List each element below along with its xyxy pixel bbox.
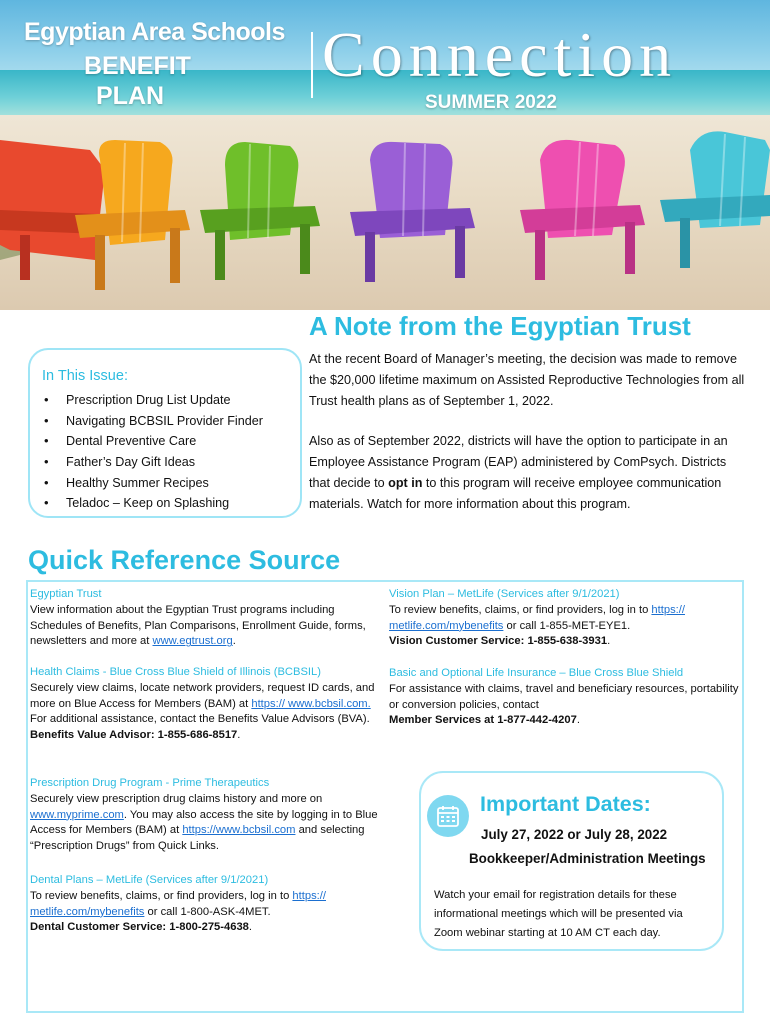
vision-text: To review benefits, claims, or find providers, log in to	[389, 603, 652, 616]
life-insurance-text: For assistance with claims, travel and beneficiary resources, portability or conversion policies, contact	[389, 682, 739, 711]
plan-label: PLAN	[96, 82, 165, 110]
metlife-dental-link[interactable]: https:// metlife.com/mybenefits	[30, 889, 326, 918]
header-divider	[311, 32, 313, 98]
org-name: Egyptian Area Schools	[24, 18, 285, 46]
bcbsil-bam-link[interactable]: https://www.bcbsil.com	[182, 824, 296, 837]
in-this-issue-list	[44, 390, 263, 514]
meeting-name: Bookkeeper/Administration Meetings	[469, 851, 706, 866]
health-claims-section	[30, 665, 380, 744]
health-claims-text: Securely view claims, locate network providers, request ID cards, and more on Blue Access for Members (BAM) at	[30, 681, 375, 710]
prescription-tail: and selecting “Prescription Drugs” from Quick Links.	[30, 824, 365, 853]
prescription-text: Securely view prescription drug claims history and more on	[30, 792, 323, 805]
dental-phone: Dental Customer Service: 1-800-275-4638	[30, 921, 249, 934]
note-paragraph-1: At the recent Board of Manager’s meeting, the decision was made to remove the $20,000 lifetime maximum on Assisted Reproductive Technologies from all Trust health plans as of September 1, 2022.	[309, 352, 745, 408]
dental-heading: Dental Plans – MetLife (Services after 9/1/2021)	[30, 874, 269, 886]
health-claims-heading: Health Claims - Blue Cross Blue Shield of Illinois (BCBSIL)	[30, 666, 321, 678]
egyptian-trust-heading: Egyptian Trust	[30, 588, 102, 600]
vision-tail: or call 1-855-MET-EYE1.	[503, 619, 631, 632]
benefit-label: BENEFIT	[84, 52, 191, 80]
prescription-mid: . You may also access the site by logging in to Blue Access for Members (BAM) at	[30, 808, 378, 837]
bva-phone: Benefits Value Advisor: 1-855-686-8517	[30, 729, 238, 742]
in-this-issue-box	[28, 348, 302, 518]
masthead-title: Connection	[322, 19, 678, 90]
purple-chair	[350, 142, 475, 282]
bva-phone-tail: .	[237, 729, 241, 742]
vision-phone: Vision Customer Service: 1-855-638-3931	[389, 635, 608, 648]
important-dates-title: Important Dates:	[480, 792, 651, 816]
in-this-issue-title: In This Issue:	[42, 368, 128, 384]
egtrust-link[interactable]: www.egtrust.org	[152, 635, 233, 648]
vision-heading: Vision Plan – MetLife (Services after 9/1/2021)	[389, 588, 620, 600]
prescription-section	[30, 776, 380, 855]
myprime-link[interactable]: www.myprime.com	[30, 808, 124, 821]
note-paragraph-2-start: Also as of September 2022, districts will have the option to participate in an Employee Assistance Program (EAP) administered by ComPsych. Districts that decide to	[309, 434, 728, 490]
issue-item: • Dental Preventive Care	[44, 431, 263, 452]
opt-in-emphasis: opt in	[388, 476, 423, 490]
pink-chair	[520, 140, 645, 280]
metlife-vision-link[interactable]: https:// metlife.com/mybenefits	[389, 603, 685, 632]
egyptian-trust-section	[30, 587, 380, 650]
vision-section	[389, 587, 739, 650]
note-paragraph-2	[309, 431, 749, 515]
dental-section	[30, 873, 380, 936]
issue-item: • Prescription Drug List Update	[44, 390, 263, 411]
note-title: A Note from the Egyptian Trust	[309, 311, 691, 341]
egyptian-trust-text: View information about the Egyptian Trust programs including Schedules of Benefits, Plan Comparisons, Enrollment Guide, forms, newsletters and more at	[30, 603, 366, 648]
issue-item: • Father’s Day Gift Ideas	[44, 452, 263, 473]
bcbsil-link[interactable]: https:// www.bcbsil.com.	[251, 697, 371, 710]
member-services-tail: .	[576, 714, 580, 727]
health-claims-tail: For additional assistance, contact the Benefits Value Advisors (BVA).	[30, 713, 370, 726]
dental-tail: or call 1-800-ASK-4MET.	[144, 905, 271, 918]
green-chair	[200, 142, 320, 280]
teal-chair	[660, 131, 770, 268]
meeting-details: Watch your email for registration details for these informational meetings which will be presented via Zoom webinar starting at 10 AM CT each day.	[434, 889, 683, 939]
calendar-icon	[427, 795, 469, 837]
note-paragraph-2-end: to this program will receive employee communication materials. Watch for more information about this program.	[309, 476, 722, 511]
egyptian-trust-tail: .	[232, 635, 236, 648]
life-insurance-heading: Basic and Optional Life Insurance – Blue Cross Blue Shield	[389, 667, 684, 679]
dental-phone-tail: .	[248, 921, 252, 934]
issue-item: • Navigating BCBSIL Provider Finder	[44, 411, 263, 432]
dental-text: To review benefits, claims, or find providers, log in to	[30, 889, 293, 902]
life-insurance-section	[389, 666, 739, 729]
vision-phone-tail: .	[607, 635, 611, 648]
issue-season: SUMMER 2022	[425, 92, 557, 113]
quick-reference-title: Quick Reference Source	[28, 545, 341, 575]
member-services-phone: Member Services at 1-877-442-4207	[389, 714, 577, 727]
issue-item: • Healthy Summer Recipes	[44, 473, 263, 494]
meeting-dates: July 27, 2022 or July 28, 2022	[481, 827, 668, 842]
hero-banner	[0, 0, 770, 310]
prescription-heading: Prescription Drug Program - Prime Therapeutics	[30, 777, 270, 789]
issue-item: • Teladoc – Keep on Splashing	[44, 493, 263, 514]
